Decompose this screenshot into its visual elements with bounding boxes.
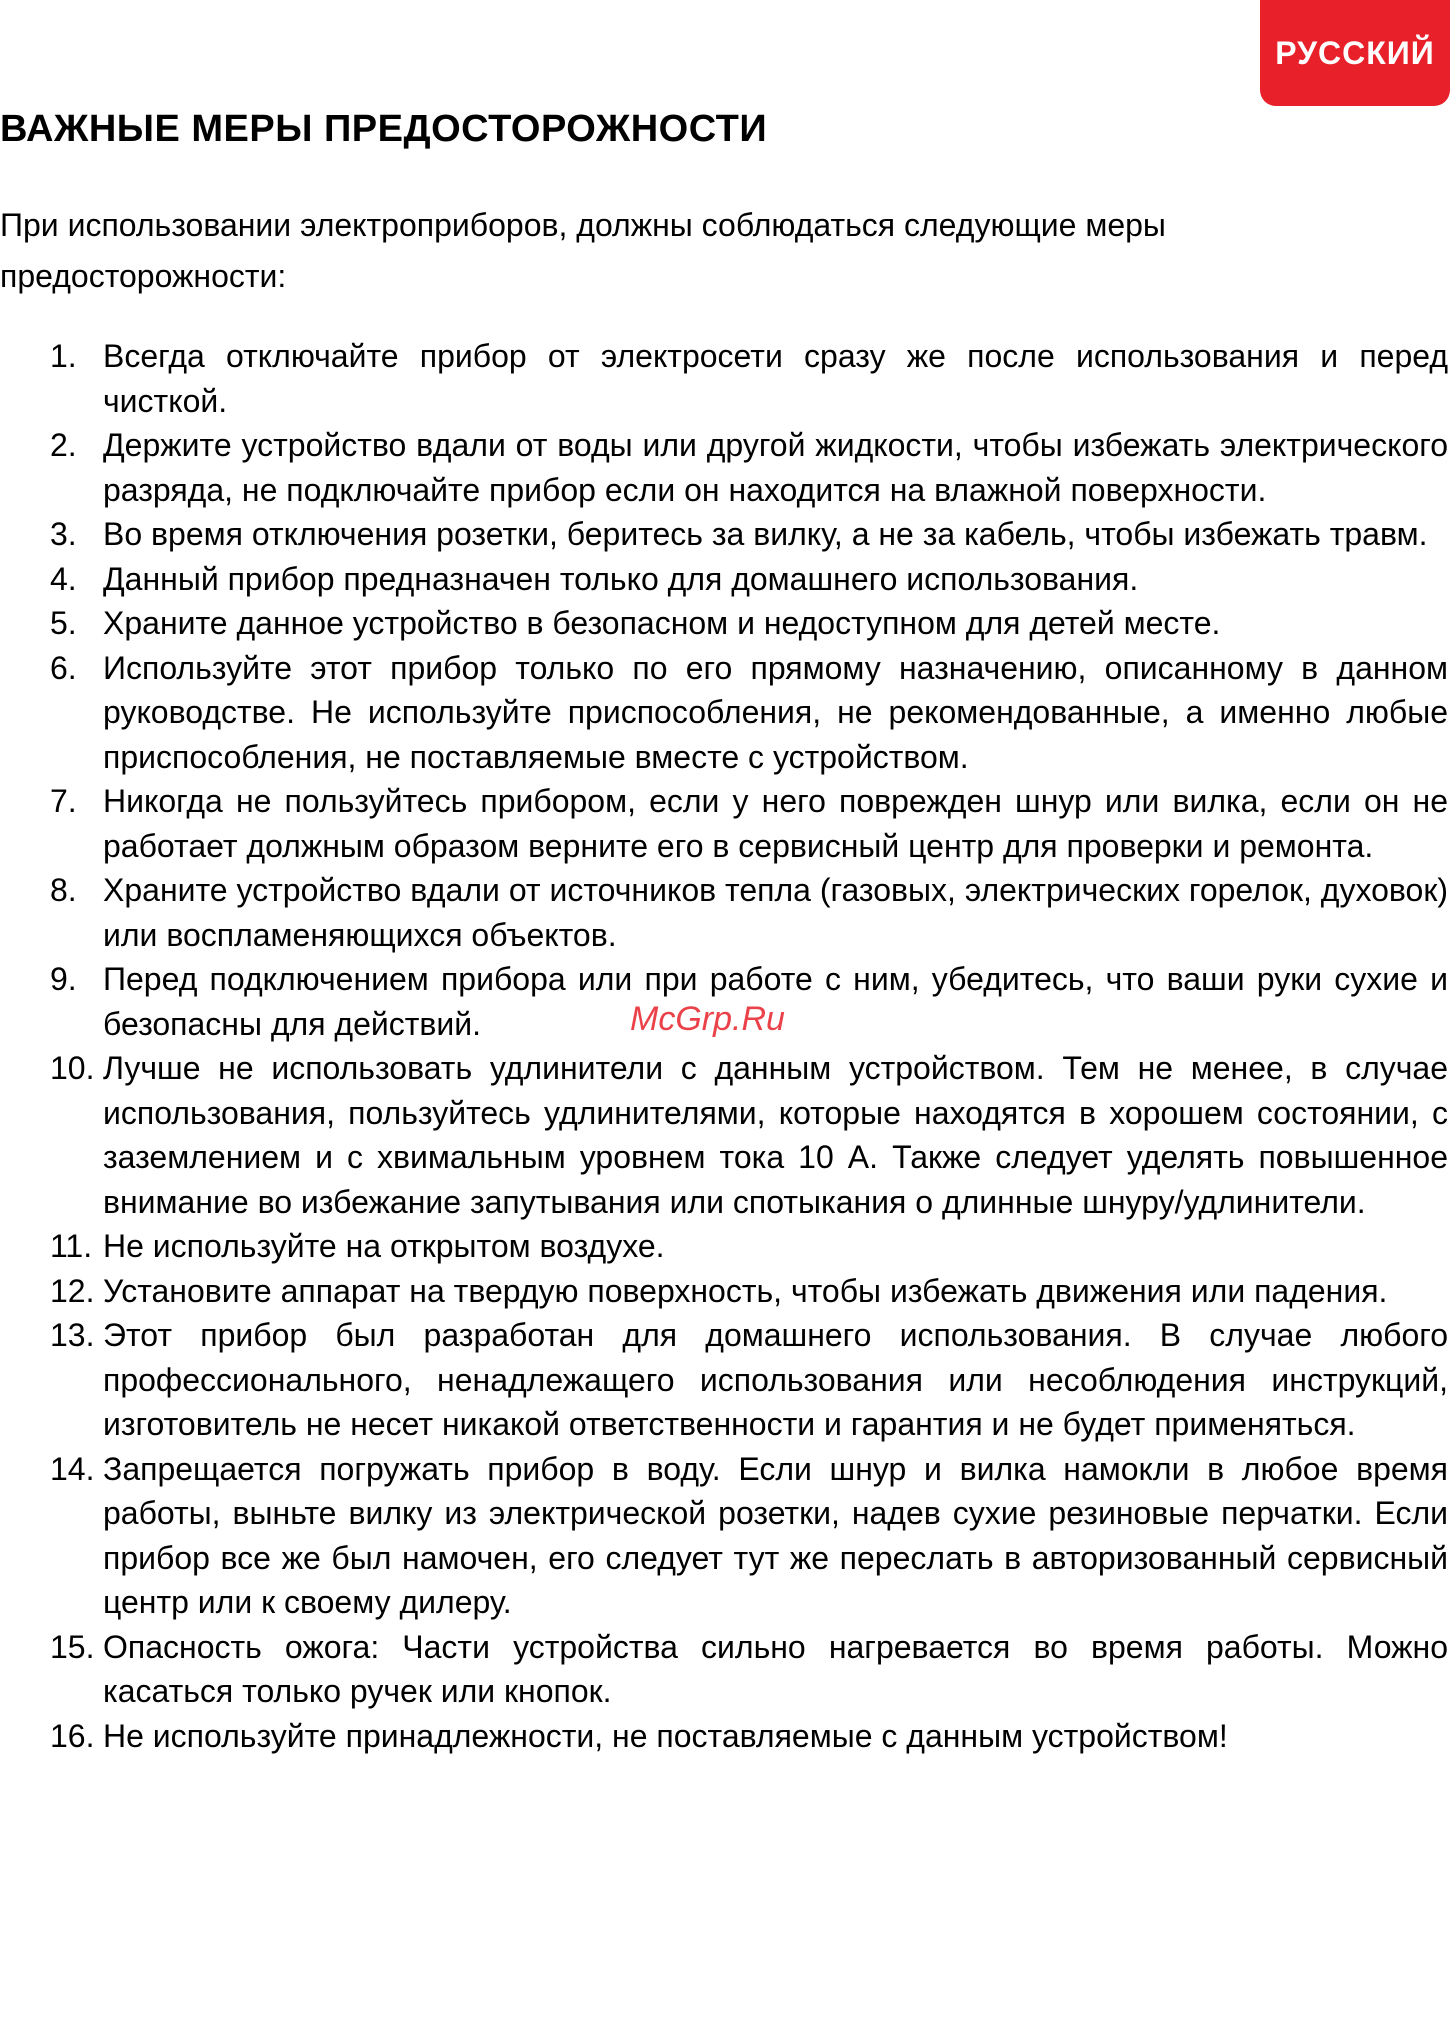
list-item <box>50 1046 1448 1224</box>
list-item <box>50 1313 1448 1447</box>
item-text: Этот прибор был разработан для домашнего использования. В случае любого профессионального, ненадлежащего использования или несоблюдения инструкций, изготовитель не несет никакой ответственности и гарантия и не будет применяться. <box>103 1317 1448 1442</box>
intro-paragraph: При использовании электроприборов, должны соблюдаться следующие меры предосторожности: <box>0 207 1166 294</box>
list-item <box>50 1269 1448 1314</box>
list-item <box>50 1625 1448 1714</box>
list-item <box>50 557 1448 602</box>
item-number: 9. <box>50 961 77 997</box>
item-number: 15. <box>50 1628 95 1665</box>
item-text: Лучше не использовать удлинители с данным устройством. Тем не менее, в случае использования, пользуйтесь удлинителями, которые находятся в хорошем состоянии, с заземлением и с хвимальным уровнем тока 10 А. Также следует уделять повышенное внимание во избежание запутывания или спотыкания о длинные шнуру/удлинители. <box>103 1050 1448 1220</box>
list-item <box>50 601 1448 646</box>
item-number: 6. <box>50 649 77 686</box>
item-number: 7. <box>50 783 77 819</box>
list-item <box>50 1447 1448 1625</box>
item-number: 5. <box>50 605 77 641</box>
list-item <box>50 423 1448 512</box>
item-number: 16. <box>50 1717 95 1754</box>
item-number: 12. <box>50 1272 95 1309</box>
item-text: Во время отключения розетки, беритесь за вилку, а не за кабель, чтобы избежать травм. <box>103 516 1428 552</box>
list-item <box>50 512 1448 557</box>
item-text: Держите устройство вдали от воды или другой жидкости, чтобы избежать электрического разряда, не подключайте прибор если он находится на влажной поверхности. <box>103 427 1448 508</box>
item-text: Храните данное устройство в безопасном и недоступном для детей месте. <box>103 605 1221 641</box>
page-title: ВАЖНЫЕ МЕРЫ ПРЕДОСТОРОЖНОСТИ <box>0 108 768 150</box>
list-item <box>50 1714 1448 1759</box>
language-badge <box>1260 0 1450 106</box>
list-item <box>50 334 1448 423</box>
language-label: РУССКИЙ <box>1275 34 1435 71</box>
item-text: Никогда не пользуйтесь прибором, если у него поврежден шнур или вилка, если он не работает должным образом верните его в сервисный центр для проверки и ремонта. <box>103 783 1448 864</box>
item-text: Не используйте принадлежности, не поставляемые с данным устройством! <box>103 1717 1228 1754</box>
item-text: Храните устройство вдали от источников тепла (газовых, электрических горелок, духовок) или воспламеняющихся объектов. <box>103 872 1448 953</box>
item-text: Данный прибор предназначен только для домашнего использования. <box>103 560 1139 597</box>
item-number: 1. <box>50 338 77 374</box>
item-text: Установите аппарат на твердую поверхность, чтобы избежать движения или падения. <box>103 1272 1388 1309</box>
watermark: McGrp.Ru <box>630 1000 785 1038</box>
list-item <box>50 1224 1448 1269</box>
item-number: 4. <box>50 560 77 597</box>
item-text: Перед подключением прибора или при работе с ним, убедитесь, что ваши руки сухие и безопасны для действий. <box>103 961 1448 1042</box>
item-text: Опасность ожога: Части устройства сильно нагревается во время работы. Можно касаться только ручек или кнопок. <box>103 1628 1448 1709</box>
item-text: Используйте этот прибор только по его прямому назначению, описанному в данном руководстве. Не используйте приспособления, не рекомендованные, а именно любые приспособления, не поставляемые вместе с устройством. <box>103 649 1448 775</box>
item-text: Запрещается погружать прибор в воду. Если шнур и вилка намокли в любое время работы, выньте вилку из электрической розетки, надев сухие резиновые перчатки. Если прибор все же был намочен, его следует тут же переслать в авторизованный сервисный центр или к своему дилеру. <box>103 1450 1448 1620</box>
item-text: Всегда отключайте прибор от электросети сразу же после использования и перед чисткой. <box>103 338 1448 419</box>
item-text: Не используйте на открытом воздухе. <box>103 1228 665 1264</box>
list-item <box>50 646 1448 780</box>
item-number: 13. <box>50 1317 95 1353</box>
precautions-list <box>50 334 1448 1758</box>
list-item <box>50 868 1448 957</box>
list-item <box>50 779 1448 868</box>
item-number: 2. <box>50 427 77 463</box>
item-number: 10. <box>50 1050 95 1086</box>
item-number: 3. <box>50 516 77 552</box>
item-number: 8. <box>50 872 77 908</box>
item-number: 11. <box>50 1228 93 1264</box>
item-number: 14. <box>50 1450 95 1487</box>
